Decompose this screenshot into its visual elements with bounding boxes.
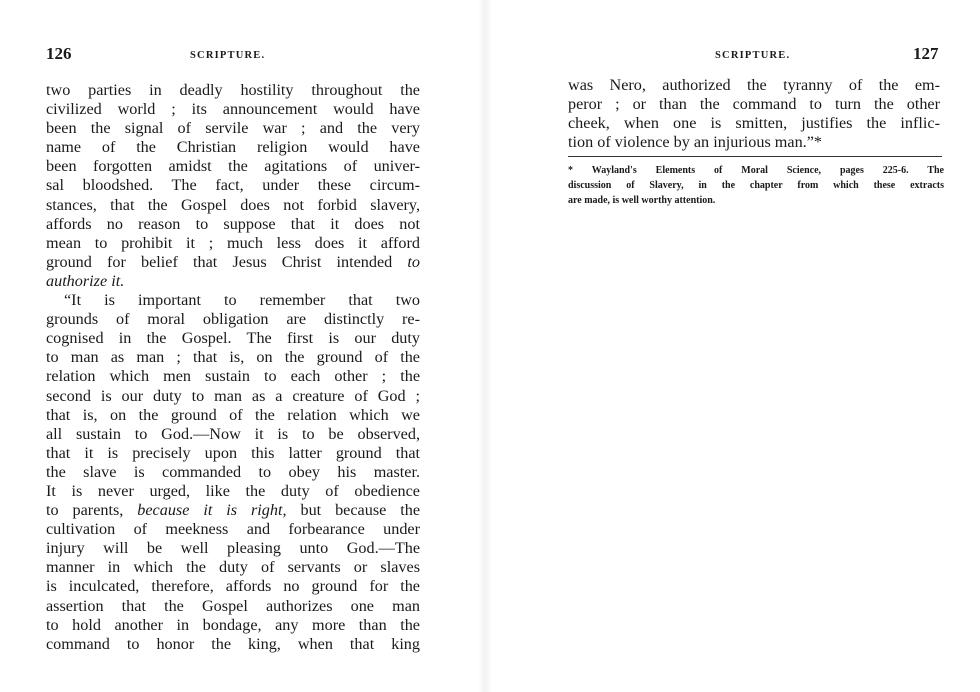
text-line: manner in which the duty of servants or slaves bbox=[46, 558, 420, 577]
text-line: the slave is commanded to obey his master. bbox=[46, 462, 420, 481]
text-line: was Nero, authorized the tyranny of the em- bbox=[568, 76, 940, 94]
text-line: command to honor the king, when that king bbox=[46, 634, 420, 653]
page-number: 126 bbox=[46, 44, 72, 63]
text-line: all sustain to God.—Now it is to be observed, bbox=[46, 424, 420, 443]
text-line-composite bbox=[46, 501, 420, 520]
text-line: relation which men sustain to each other ; the bbox=[46, 367, 420, 386]
text-line: two parties in deadly hostility throughout the bbox=[46, 81, 420, 99]
text-line: “It is important to remember that two bbox=[64, 291, 420, 310]
text-line-composite bbox=[46, 253, 420, 272]
text-line: sal bloodshed. The fact, under these circum- bbox=[46, 176, 420, 195]
text-line: that is, on the ground of the relation which we bbox=[46, 405, 420, 424]
text-line: injury will be well pleasing unto God.—The bbox=[46, 539, 420, 558]
page-body bbox=[568, 76, 940, 152]
page-body bbox=[46, 81, 420, 654]
text-line: cognised in the Gospel. The first is our duty bbox=[46, 329, 420, 348]
running-head: SCRIPTURE. bbox=[715, 50, 791, 61]
text-line: is inculcated, therefore, affords no ground for the bbox=[46, 577, 420, 596]
right-page bbox=[490, 0, 980, 692]
text-line: been the signal of servile war ; and the very bbox=[46, 119, 420, 138]
text-fragment: to parents, bbox=[46, 501, 124, 520]
text-line: assertion that the Gospel authorizes one man bbox=[46, 596, 420, 615]
text-line: cheek, when one is smitten, justifies the inflic- bbox=[568, 114, 940, 133]
text-line: authorize it. bbox=[46, 271, 125, 290]
footnote-line: discussion of Slavery, in the chapter from which these extracts bbox=[568, 180, 944, 191]
left-page bbox=[0, 0, 470, 692]
running-head: SCRIPTURE. bbox=[190, 50, 266, 61]
text-line: affords no reason to suppose that it does not bbox=[46, 214, 420, 233]
italic-fragment: to bbox=[407, 252, 420, 271]
text-line: second is our duty to man as a creature of God ; bbox=[46, 386, 420, 405]
text-line: peror ; or than the command to turn the other bbox=[568, 95, 940, 114]
text-fragment: ground for belief that Jesus Christ intended bbox=[46, 252, 393, 271]
text-line: that it is precisely upon this latter ground that bbox=[46, 443, 420, 462]
text-line: tion of violence by an injurious man.”* bbox=[568, 133, 822, 152]
page-number: 127 bbox=[913, 44, 939, 63]
text-line: civilized world ; its announcement would have bbox=[46, 100, 420, 119]
text-line: grounds of moral obligation are distinctly re- bbox=[46, 310, 420, 329]
text-line: cultivation of meekness and forbearance under bbox=[46, 520, 420, 539]
footnote-rule bbox=[568, 156, 942, 157]
footnote-line: are made, is well worthy attention. bbox=[568, 195, 716, 206]
text-line: name of the Christian religion would have bbox=[46, 138, 420, 157]
footnote-line: * Wayland's Elements of Moral Science, pages 225-6. The bbox=[568, 165, 944, 176]
text-line: to man as man ; that is, on the ground of the bbox=[46, 348, 420, 367]
text-line: stances, that the Gospel does not forbid slavery, bbox=[46, 195, 420, 214]
italic-fragment: because it is right, bbox=[137, 501, 287, 520]
text-line: to hold another in bondage, any more than the bbox=[46, 615, 420, 634]
footnote bbox=[568, 163, 944, 208]
text-fragment: but because the bbox=[300, 501, 420, 520]
text-line: been forgotten amidst the agitations of univer- bbox=[46, 157, 420, 176]
text-line: It is never urged, like the duty of obedience bbox=[46, 481, 420, 500]
text-line: mean to prohibit it ; much less does it afford bbox=[46, 233, 420, 252]
